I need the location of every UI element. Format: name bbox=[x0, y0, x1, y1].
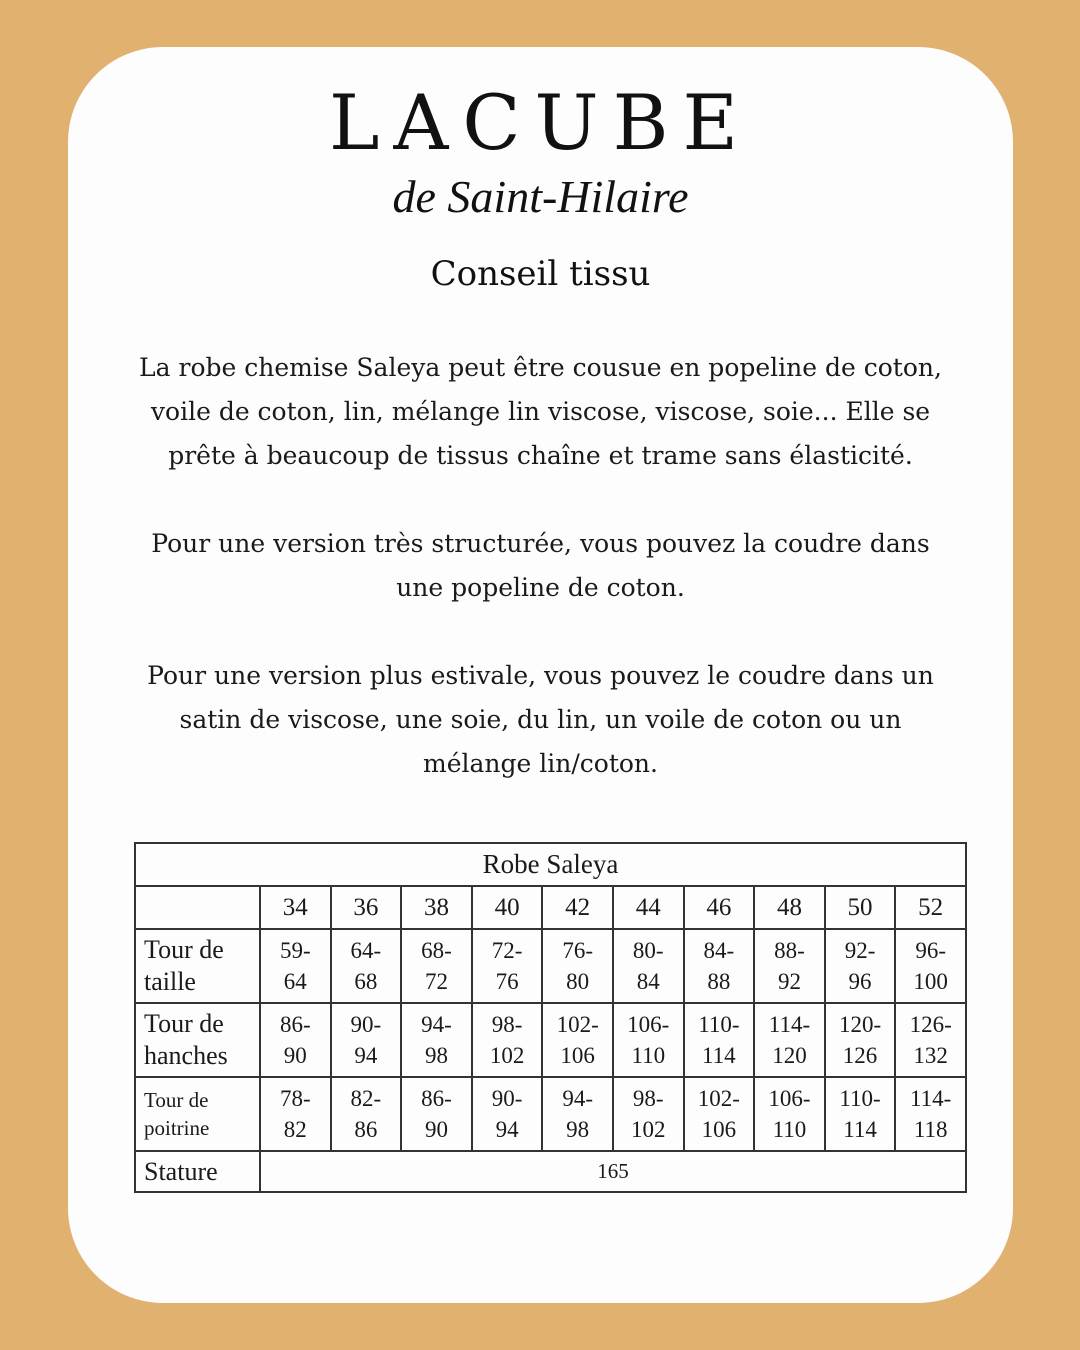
cell-line: 98 bbox=[424, 1043, 448, 1068]
cell-line: 110 bbox=[631, 1043, 666, 1068]
table-cell bbox=[542, 929, 613, 1003]
cell-line: 94- bbox=[562, 1086, 593, 1111]
size-header: 52 bbox=[895, 886, 966, 929]
size-header: 38 bbox=[401, 886, 472, 929]
size-header: 44 bbox=[613, 886, 684, 929]
cell-line: 126 bbox=[842, 1043, 878, 1068]
paragraph-line: satin de viscose, une soie, du lin, un voile de coton ou un bbox=[179, 705, 902, 734]
cell-line: 98 bbox=[566, 1117, 590, 1142]
cell-line: 86 bbox=[354, 1117, 378, 1142]
paragraph-line: Pour une version plus estivale, vous pouvez le coudre dans un bbox=[147, 661, 934, 690]
table-cell bbox=[825, 1003, 896, 1077]
cell-line: 92 bbox=[777, 969, 801, 994]
table-row-chest bbox=[135, 1077, 966, 1151]
fabric-paragraph-3 bbox=[88, 654, 993, 786]
table-cell bbox=[542, 1003, 613, 1077]
cell-line: 68 bbox=[354, 969, 378, 994]
cell-line: 84- bbox=[703, 938, 735, 963]
cell-line: 68- bbox=[421, 938, 452, 963]
cell-line: 94 bbox=[495, 1117, 519, 1142]
table-cell bbox=[260, 1077, 331, 1151]
cell-line: 82 bbox=[283, 1117, 307, 1142]
cell-line: 120 bbox=[772, 1043, 807, 1068]
paragraph-line: La robe chemise Saleya peut être cousue en popeline de coton, bbox=[139, 353, 942, 382]
table-cell bbox=[613, 929, 684, 1003]
table-cell bbox=[895, 929, 966, 1003]
cell-line: 120- bbox=[838, 1012, 882, 1037]
table-cell bbox=[825, 929, 896, 1003]
size-header: 40 bbox=[472, 886, 543, 929]
label-line: taille bbox=[144, 967, 196, 996]
cell-line: 90 bbox=[283, 1043, 307, 1068]
cell-line: 86- bbox=[421, 1086, 452, 1111]
cell-line: 76 bbox=[495, 969, 519, 994]
cell-line: 90- bbox=[491, 1086, 523, 1111]
cell-line: 82- bbox=[350, 1086, 382, 1111]
cell-line: 100 bbox=[913, 969, 948, 994]
table-cell bbox=[613, 1003, 684, 1077]
cell-line: 102- bbox=[556, 1012, 599, 1037]
cell-line: 102- bbox=[697, 1086, 740, 1111]
cell-line: 90 bbox=[424, 1117, 448, 1142]
paragraph-line: voile de coton, lin, mélange lin viscose, viscose, soie... Elle se bbox=[150, 397, 931, 426]
size-header: 42 bbox=[542, 886, 613, 929]
info-card bbox=[68, 47, 1013, 1303]
size-header: 50 bbox=[825, 886, 896, 929]
page-title: Conseil tissu bbox=[430, 254, 651, 294]
cell-line: 114- bbox=[768, 1012, 811, 1037]
label-line: Tour de bbox=[144, 935, 224, 964]
cell-line: 80 bbox=[566, 969, 590, 994]
table-cell bbox=[684, 1077, 755, 1151]
table-cell bbox=[754, 1077, 825, 1151]
label-line: hanches bbox=[144, 1041, 228, 1070]
fabric-paragraph-2 bbox=[88, 522, 993, 610]
cell-line: 90- bbox=[350, 1012, 382, 1037]
stature-value: 165 bbox=[260, 1151, 966, 1192]
cell-line: 88 bbox=[707, 969, 731, 994]
cell-line: 106 bbox=[560, 1043, 595, 1068]
table-cell bbox=[542, 1077, 613, 1151]
table-cell bbox=[472, 929, 543, 1003]
table-cell bbox=[472, 1003, 543, 1077]
table-cell bbox=[895, 1077, 966, 1151]
cell-line: 114 bbox=[702, 1043, 736, 1068]
table-row-hips bbox=[135, 1003, 966, 1077]
cell-line: 96 bbox=[848, 969, 872, 994]
paragraph-line: une popeline de coton. bbox=[396, 573, 685, 602]
table-title: Robe Saleya bbox=[135, 843, 966, 886]
cell-line: 88- bbox=[774, 938, 805, 963]
table-cell bbox=[684, 1003, 755, 1077]
size-header: 48 bbox=[754, 886, 825, 929]
row-label-chest bbox=[135, 1077, 260, 1151]
table-row-stature bbox=[135, 1151, 966, 1192]
size-header: 34 bbox=[260, 886, 331, 929]
size-header: 46 bbox=[684, 886, 755, 929]
label-line: poitrine bbox=[144, 1116, 210, 1140]
table-cell bbox=[401, 1077, 472, 1151]
table-cell bbox=[401, 929, 472, 1003]
size-chart bbox=[134, 842, 965, 1193]
cell-line: 94 bbox=[354, 1043, 378, 1068]
table-cell bbox=[260, 929, 331, 1003]
row-label-waist bbox=[135, 929, 260, 1003]
cell-line: 98- bbox=[491, 1012, 523, 1037]
cell-line: 72- bbox=[491, 938, 523, 963]
cell-line: 94- bbox=[421, 1012, 452, 1037]
row-label-stature: Stature bbox=[135, 1151, 260, 1192]
size-header: 36 bbox=[331, 886, 402, 929]
table-cell bbox=[472, 1077, 543, 1151]
paragraph-line: Pour une version très structurée, vous pouvez la coudre dans bbox=[151, 529, 930, 558]
row-label-hips bbox=[135, 1003, 260, 1077]
table-cell bbox=[260, 1003, 331, 1077]
paragraph-line: mélange lin/coton. bbox=[423, 749, 658, 778]
cell-line: 64 bbox=[283, 969, 307, 994]
table-cell bbox=[331, 1077, 402, 1151]
table-cell bbox=[684, 929, 755, 1003]
cell-line: 118 bbox=[913, 1117, 948, 1142]
cell-line: 110 bbox=[772, 1117, 807, 1142]
brand-subline: de Saint-Hilaire bbox=[392, 171, 689, 222]
table-cell bbox=[331, 1003, 402, 1077]
cell-line: 76- bbox=[562, 938, 593, 963]
cell-line: 86- bbox=[279, 1012, 311, 1037]
cell-line: 59- bbox=[279, 938, 311, 963]
cell-line: 72 bbox=[424, 969, 448, 994]
cell-line: 102 bbox=[631, 1117, 666, 1142]
table-cell bbox=[331, 929, 402, 1003]
cell-line: 96- bbox=[915, 938, 946, 963]
empty-corner-cell bbox=[135, 886, 260, 929]
cell-line: 98- bbox=[632, 1086, 664, 1111]
cell-line: 64- bbox=[350, 938, 382, 963]
fabric-paragraph-1 bbox=[88, 346, 993, 478]
table-cell bbox=[613, 1077, 684, 1151]
cell-line: 106- bbox=[627, 1012, 670, 1037]
cell-line: 80- bbox=[632, 938, 664, 963]
table-cell bbox=[895, 1003, 966, 1077]
table-cell bbox=[754, 929, 825, 1003]
label-line: Tour de bbox=[144, 1009, 224, 1038]
cell-line: 92- bbox=[844, 938, 876, 963]
cell-line: 126- bbox=[909, 1012, 952, 1037]
table-cell bbox=[825, 1077, 896, 1151]
brand-logo: LACUBE bbox=[329, 78, 752, 167]
cell-line: 110- bbox=[698, 1012, 740, 1037]
cell-line: 132 bbox=[913, 1043, 948, 1068]
paragraph-line: prête à beaucoup de tissus chaîne et trame sans élasticité. bbox=[168, 441, 913, 470]
size-header-row bbox=[135, 886, 966, 929]
cell-line: 106- bbox=[768, 1086, 811, 1111]
table-row-waist bbox=[135, 929, 966, 1003]
cell-line: 102 bbox=[489, 1043, 525, 1068]
cell-line: 106 bbox=[701, 1117, 737, 1142]
label-line: Tour de bbox=[144, 1088, 209, 1112]
cell-line: 84 bbox=[636, 969, 660, 994]
cell-line: 114- bbox=[910, 1086, 952, 1111]
table-cell bbox=[401, 1003, 472, 1077]
cell-line: 78- bbox=[279, 1086, 311, 1111]
table-cell bbox=[754, 1003, 825, 1077]
cell-line: 110- bbox=[839, 1086, 881, 1111]
cell-line: 114 bbox=[843, 1117, 877, 1142]
size-table bbox=[134, 842, 967, 1193]
